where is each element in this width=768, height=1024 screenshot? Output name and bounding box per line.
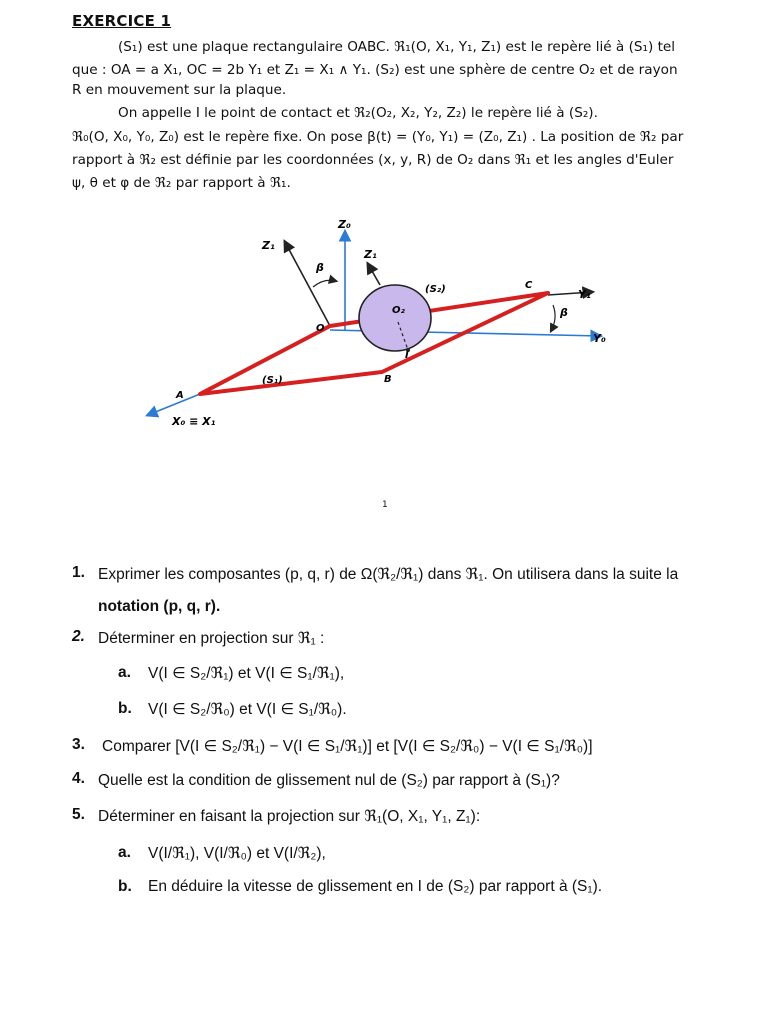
label-o: O [316,323,325,334]
sphere-s2 [359,285,431,351]
label-beta-right: β [560,306,568,319]
page-number: 1 [382,500,388,510]
intro-line-6: rapport à ℜ₂ est définie par les coordonnées (x, y, R) de O₂ dans ℜ₁ et les angles d'Euler [72,152,674,168]
z1-axis-mid [368,264,380,285]
intro-line-5: ℜ₀(O, X₀, Y₀, Z₀) est le repère fixe. On pose β(t) = (Y₀, Y₁) = (Z₀, Z₁) . La position de ℜ₂ par [72,129,684,145]
question-5a-text: V(I/ℜ₁), V(I/ℜ₀) et V(I/ℜ₂), [148,845,326,862]
z1-axis-left [285,242,330,326]
label-z1-mid: Z₁ [364,248,377,261]
label-y1: Y₁ [578,288,591,301]
exercise-title: EXERCICE 1 [72,12,172,30]
question-2a-letter: a. [118,664,131,681]
intro-line-3: R en mouvement sur la plaque. [72,82,287,98]
label-s2: (S₂) [425,284,446,295]
question-5b-text: En déduire la vitesse de glissement en I de (S₂) par rapport à (S₁). [148,878,603,895]
beta-arc-right [551,305,555,331]
label-z1-left: Z₁ [262,239,275,252]
label-x0-x1: X₀ ≡ X₁ [172,415,216,428]
label-y0: Y₀ [593,332,606,345]
label-i: I [405,350,409,361]
intro-line-7: ψ, θ et φ de ℜ₂ par rapport à ℜ₁. [72,175,291,191]
label-a: A [176,390,184,401]
question-1-number: 1. [72,564,85,581]
question-3-number: 3. [72,736,85,753]
question-4-text: Quelle est la condition de glissement nul de (S₂) par rapport à (S₁)? [98,772,560,789]
intro-line-1: (S₁) est une plaque rectangulaire OABC. ℜ₁(O, X₁, Y₁, Z₁) est le repère lié à (S₁) tel [118,39,676,55]
question-2a-text: V(I ∈ S₂/ℜ₁) et V(I ∈ S₁/ℜ₁), [148,665,345,682]
label-c: C [525,280,533,291]
label-o2: O₂ [392,305,405,316]
question-1-continuation: notation (p, q, r). [98,598,221,615]
intro-line-2: que : OA = a X₁, OC = 2b Y₁ et Z₁ = X₁ ∧ Y₁. (S₂) est une sphère de centre O₂ et de rayon [72,62,678,78]
question-1-text: Exprimer les composantes (p, q, r) de Ω(ℜ₂/ℜ₁) dans ℜ₁. On utilisera dans la suite la [98,566,679,583]
label-beta-top: β [316,261,324,274]
question-3-text: Comparer [V(I ∈ S₂/ℜ₁) − V(I ∈ S₁/ℜ₁)] et [V(I ∈ S₂/ℜ₀) − V(I ∈ S₁/ℜ₀)] [102,738,593,755]
question-2-text: Déterminer en projection sur ℜ₁ : [98,630,325,647]
label-b: B [384,374,392,385]
label-z0: Z₀ [338,218,351,231]
intro-line-4: On appelle I le point de contact et ℜ₂(O₂, X₂, Y₂, Z₂) le repère lié à (S₂). [118,105,598,121]
question-5b-letter: b. [118,878,132,895]
question-4-number: 4. [72,770,85,787]
label-s1: (S₁) [262,375,283,386]
x0-axis [148,394,200,415]
question-2b-letter: b. [118,700,132,717]
question-2b-text: V(I ∈ S₂/ℜ₀) et V(I ∈ S₁/ℜ₀). [148,701,347,718]
question-5-number: 5. [72,806,85,823]
question-5a-letter: a. [118,844,131,861]
question-2-number: 2. [72,628,85,645]
question-5-text: Déterminer en faisant la projection sur ℜ₁(O, X₁, Y₁, Z₁): [98,808,481,825]
beta-arc-top [313,280,336,287]
kinematics-figure [0,200,768,440]
